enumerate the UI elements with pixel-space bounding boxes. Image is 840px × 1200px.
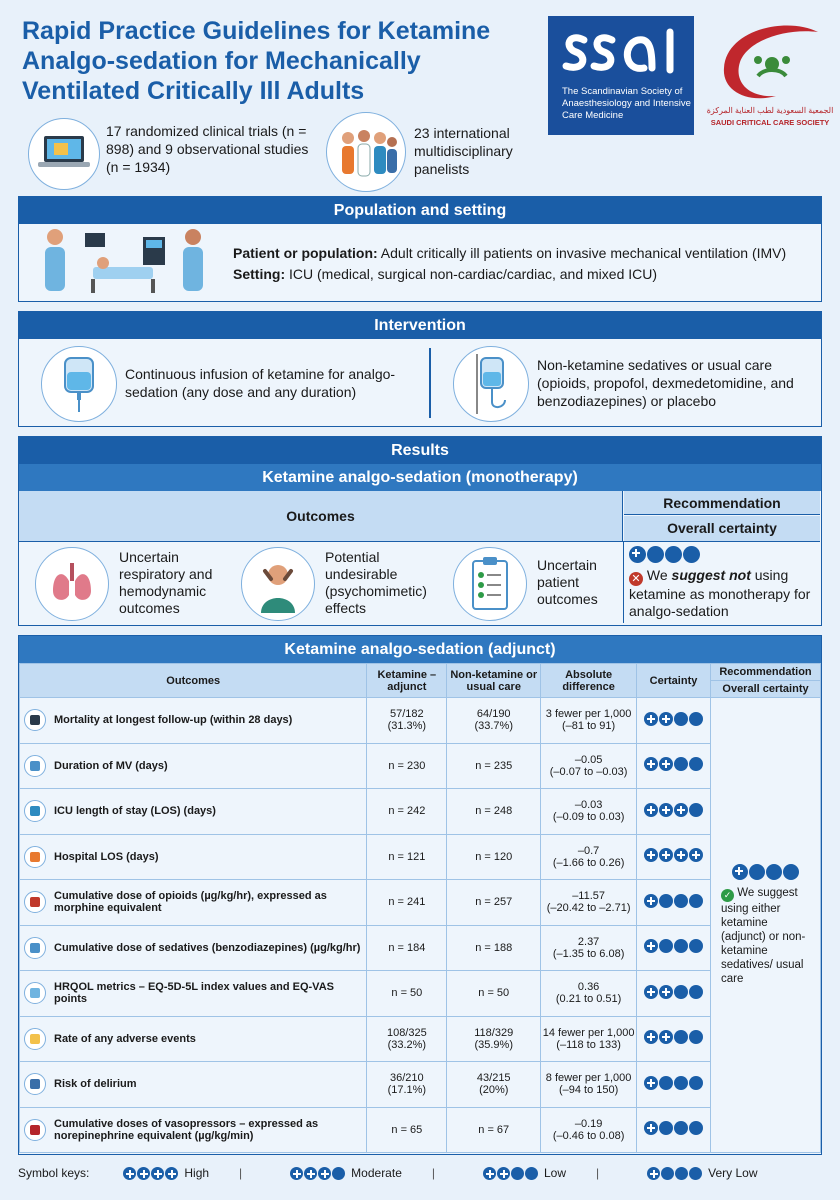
patient-line <box>233 243 813 264</box>
certainty-dot-icon <box>689 712 703 726</box>
certainty-cell <box>637 743 711 789</box>
certainty-cell <box>637 1107 711 1153</box>
mono-outcome-psychomimetic: Potential undesirable (psychomimetic) effects <box>325 549 427 616</box>
certainty-dot-icon <box>661 1167 674 1180</box>
keys-separator: | <box>431 1166 435 1180</box>
patient-text: Adult critically ill patients on invasive mechanical ventilation (IMV) <box>380 245 787 261</box>
certainty-plus-icon <box>659 712 673 726</box>
intervention-ketamine: Continuous infusion of ketamine for analgo-sedation (any dose and any duration) <box>125 366 396 400</box>
panelists-icon <box>326 112 406 192</box>
outcome-cell: Cumulative dose of sedatives (benzodiazepines) (µg/kg/hr) <box>20 925 367 971</box>
outcome-icon <box>24 800 46 822</box>
check-icon: ✓ <box>721 889 734 902</box>
outcome-cell: Duration of MV (days) <box>20 743 367 789</box>
non-ketamine-cell: n = 188 <box>447 925 541 971</box>
certainty-dot-icon <box>689 1121 703 1135</box>
certainty-plus-icon <box>659 1030 673 1044</box>
table-row <box>20 1062 821 1108</box>
clipboard-icon <box>453 547 527 621</box>
iv-drip-icon <box>453 346 529 422</box>
outcome-icon <box>24 1073 46 1095</box>
ssai-name: The Scandinavian Society of Anaesthesiology and Intensive Care Medicine <box>562 86 691 121</box>
certainty-plus-icon <box>123 1167 136 1180</box>
monotherapy-heading: Ketamine analgo-sedation (monotherapy) <box>19 464 821 491</box>
headache-person-icon <box>241 547 315 621</box>
cross-icon: ✕ <box>629 572 643 586</box>
certainty-plus-icon <box>644 1076 658 1090</box>
intervention-heading: Intervention <box>19 312 821 339</box>
outcome-icon <box>24 709 46 731</box>
adjunct-recommendation: ✓ We suggest using either ketamine (adjunct) or non-ketamine sedatives/ usual care <box>711 698 821 1153</box>
non-ketamine-cell: 64/190 (33.7%) <box>447 698 541 744</box>
certainty-dot-icon <box>659 894 673 908</box>
certainty-dot-icon <box>665 546 682 563</box>
scc-name: SAUDI CRITICAL CARE SOCIETY <box>710 118 830 127</box>
certainty-plus-icon <box>304 1167 317 1180</box>
ketamine-cell: n = 242 <box>367 789 447 835</box>
outcome-cell: Rate of any adverse events <box>20 1016 367 1062</box>
trials-stat: 17 randomized clinical trials (n = 898) and 9 observational studies (n = 1934) <box>106 123 309 175</box>
certainty-plus-icon <box>290 1167 303 1180</box>
ketamine-cell: n = 65 <box>367 1107 447 1153</box>
outcome-icon <box>24 937 46 959</box>
population-section <box>18 196 822 302</box>
table-row <box>20 789 821 835</box>
certainty-plus-icon <box>659 848 673 862</box>
certainty-dot-icon <box>689 985 703 999</box>
certainty-plus-icon <box>644 939 658 953</box>
certainty-plus-icon <box>732 864 748 880</box>
certainty-plus-icon <box>483 1167 496 1180</box>
outcome-icon <box>24 1028 46 1050</box>
certainty-dot-icon <box>689 939 703 953</box>
outcome-cell: Hospital LOS (days) <box>20 834 367 880</box>
certainty-dot-icon <box>689 1076 703 1090</box>
scc-logo <box>706 20 836 132</box>
outcome-icon <box>24 891 46 913</box>
col-outcomes: Outcomes <box>20 664 367 698</box>
certainty-plus-icon <box>659 803 673 817</box>
col-overall-certainty: Overall certainty <box>711 681 821 698</box>
certainty-plus-icon <box>318 1167 331 1180</box>
non-ketamine-cell: n = 67 <box>447 1107 541 1153</box>
outcome-cell: Risk of delirium <box>20 1062 367 1108</box>
outcome-cell: Mortality at longest follow-up (within 28 days) <box>20 698 367 744</box>
adjunct-section <box>18 635 822 1155</box>
col-recommendation: Recommendation <box>711 664 821 681</box>
certainty-dot-icon <box>675 1167 688 1180</box>
certainty-dot-icon <box>689 803 703 817</box>
certainty-dot-icon <box>511 1167 524 1180</box>
iv-bag-icon <box>41 346 117 422</box>
difference-cell: 8 fewer per 1,000 (–94 to 150) <box>541 1062 637 1108</box>
difference-cell: 2.37 (–1.35 to 6.08) <box>541 925 637 971</box>
laptop-icon <box>28 118 100 190</box>
ketamine-cell: n = 121 <box>367 834 447 880</box>
certainty-plus-icon <box>151 1167 164 1180</box>
intervention-section <box>18 311 822 427</box>
certainty-plus-icon <box>644 848 658 862</box>
setting-line <box>233 264 813 285</box>
ketamine-cell: n = 184 <box>367 925 447 971</box>
certainty-dot-icon <box>659 939 673 953</box>
certainty-plus-icon <box>497 1167 510 1180</box>
ketamine-cell: n = 50 <box>367 971 447 1017</box>
table-row <box>20 698 821 744</box>
scc-arabic-name: الجمعية السعودية لطب العناية المركزة <box>706 106 834 115</box>
col-non-ketamine: Non-ketamine or usual care <box>447 664 541 698</box>
difference-cell: 0.36 (0.21 to 0.51) <box>541 971 637 1017</box>
certainty-plus-icon <box>644 803 658 817</box>
non-ketamine-cell: n = 257 <box>447 880 541 926</box>
certainty-plus-icon <box>647 1167 660 1180</box>
certainty-dot-icon <box>659 1076 673 1090</box>
mono-outcome-respiratory: Uncertain respiratory and hemodynamic outcomes <box>119 549 213 616</box>
certainty-cell <box>637 834 711 880</box>
table-row <box>20 880 821 926</box>
certainty-dot-icon <box>689 894 703 908</box>
certainty-plus-icon <box>644 894 658 908</box>
col-difference: Absolute difference <box>541 664 637 698</box>
ketamine-cell: 108/325 (33.2%) <box>367 1016 447 1062</box>
intervention-divider <box>429 348 431 418</box>
certainty-dot-icon <box>766 864 782 880</box>
table-row <box>20 1016 821 1062</box>
difference-cell: 3 fewer per 1,000 (–81 to 91) <box>541 698 637 744</box>
certainty-dot-icon <box>647 546 664 563</box>
certainty-cell <box>637 880 711 926</box>
key-item <box>483 1166 566 1180</box>
table-row <box>20 834 821 880</box>
certainty-dot-icon <box>659 1121 673 1135</box>
icu-scene-icon <box>33 227 213 299</box>
certainty-header: Overall certainty <box>624 516 820 541</box>
certainty-cell <box>637 1062 711 1108</box>
outcomes-header: Outcomes <box>19 491 623 541</box>
mono-recommendation: ✕ We suggest not using ketamine as monotherapy for analgo-sedation <box>629 567 811 619</box>
results-heading: Results <box>19 437 821 464</box>
certainty-dot-icon <box>689 1167 702 1180</box>
key-item <box>290 1166 402 1180</box>
ketamine-cell: n = 241 <box>367 880 447 926</box>
outcome-cell: ICU length of stay (LOS) (days) <box>20 789 367 835</box>
difference-cell: –11.57 (–20.42 to –2.71) <box>541 880 637 926</box>
non-ketamine-cell: n = 120 <box>447 834 541 880</box>
certainty-plus-icon <box>644 1121 658 1135</box>
certainty-cell <box>637 789 711 835</box>
ketamine-cell: 36/210 (17.1%) <box>367 1062 447 1108</box>
key-item <box>123 1166 209 1180</box>
certainty-cell <box>637 925 711 971</box>
certainty-dot-icon <box>689 757 703 771</box>
outcome-icon <box>24 982 46 1004</box>
key-item <box>647 1166 757 1180</box>
difference-cell: –0.03 (–0.09 to 0.03) <box>541 789 637 835</box>
certainty-dot-icon <box>674 712 688 726</box>
table-row <box>20 971 821 1017</box>
difference-cell: –0.19 (–0.46 to 0.08) <box>541 1107 637 1153</box>
keys-label: Symbol keys: <box>18 1166 90 1180</box>
key-label: Low <box>544 1166 567 1180</box>
certainty-dot-icon <box>783 864 799 880</box>
certainty-plus-icon <box>629 546 646 563</box>
keys-separator: | <box>239 1166 243 1180</box>
certainty-plus-icon <box>165 1167 178 1180</box>
ssai-wordmark-icon <box>558 26 684 82</box>
non-ketamine-cell: n = 235 <box>447 743 541 789</box>
non-ketamine-cell: 118/329 (35.9%) <box>447 1016 541 1062</box>
outcome-cell: HRQOL metrics – EQ-5D-5L index values and EQ-VAS points <box>20 971 367 1017</box>
certainty-dot-icon <box>674 1121 688 1135</box>
certainty-plus-icon <box>689 848 703 862</box>
keys-separator: | <box>596 1166 600 1180</box>
certainty-plus-icon <box>137 1167 150 1180</box>
certainty-dot-icon <box>689 1030 703 1044</box>
results-section <box>18 436 822 626</box>
certainty-plus-icon <box>659 757 673 771</box>
difference-cell: –0.05 (–0.07 to –0.03) <box>541 743 637 789</box>
ketamine-cell: n = 230 <box>367 743 447 789</box>
mono-outcome-patient: Uncertain patient outcomes <box>537 557 598 607</box>
outcome-icon <box>24 1119 46 1141</box>
symbol-keys <box>18 1163 822 1183</box>
certainty-dot-icon <box>332 1167 345 1180</box>
certainty-plus-icon <box>644 1030 658 1044</box>
key-label: Moderate <box>351 1166 402 1180</box>
population-heading: Population and setting <box>19 197 821 224</box>
certainty-plus-icon <box>644 985 658 999</box>
certainty-dot-icon <box>674 757 688 771</box>
lungs-icon <box>35 547 109 621</box>
outcome-cell: Cumulative doses of vasopressors – expressed as norepinephrine equivalent (µg/kg/min) <box>20 1107 367 1153</box>
ssai-logo <box>548 16 694 135</box>
difference-cell: –0.7 (–1.66 to 0.26) <box>541 834 637 880</box>
key-label: High <box>184 1166 210 1180</box>
outcome-icon <box>24 846 46 868</box>
certainty-cell <box>637 971 711 1017</box>
panel-stat: 23 international multidisciplinary panelists <box>414 125 513 177</box>
ketamine-cell: 57/182 (31.3%) <box>367 698 447 744</box>
certainty-plus-icon <box>674 848 688 862</box>
table-row <box>20 1107 821 1153</box>
intervention-comparator: Non-ketamine sedatives or usual care (opioids, propofol, dexmedetomidine, and benzodiazepines) or placebo <box>537 357 794 409</box>
certainty-cell <box>637 1016 711 1062</box>
certainty-dot-icon <box>674 1030 688 1044</box>
certainty-dot-icon <box>525 1167 538 1180</box>
table-row <box>20 925 821 971</box>
setting-text: ICU (medical, surgical non-cardiac/cardiac, and mixed ICU) <box>289 266 658 282</box>
adjunct-table <box>19 663 821 1153</box>
col-ketamine: Ketamine – adjunct <box>367 664 447 698</box>
certainty-plus-icon <box>659 985 673 999</box>
mono-certainty-very-low <box>629 546 700 563</box>
outcome-cell: Cumulative dose of opioids (µg/kg/hr), expressed as morphine equivalent <box>20 880 367 926</box>
non-ketamine-cell: 43/215 (20%) <box>447 1062 541 1108</box>
difference-cell: 14 fewer per 1,000 (–118 to 133) <box>541 1016 637 1062</box>
certainty-dot-icon <box>674 939 688 953</box>
certainty-plus-icon <box>644 712 658 726</box>
key-label: Very Low <box>708 1166 758 1180</box>
non-ketamine-cell: n = 50 <box>447 971 541 1017</box>
col-certainty: Certainty <box>637 664 711 698</box>
table-row <box>20 743 821 789</box>
certainty-dot-icon <box>749 864 765 880</box>
certainty-plus-icon <box>644 757 658 771</box>
certainty-dot-icon <box>674 985 688 999</box>
page-title: Rapid Practice Guidelines for Ketamine Analgo-sedation for Mechanically Ventilated Critically Ill Adults <box>22 17 491 105</box>
recommendation-header: Recommendation <box>624 491 820 515</box>
certainty-dot-icon <box>674 894 688 908</box>
certainty-cell <box>637 698 711 744</box>
patient-label: Patient or population: <box>233 245 378 261</box>
certainty-dot-icon <box>683 546 700 563</box>
setting-label: Setting: <box>233 266 286 282</box>
scc-crescent-icon <box>706 20 834 104</box>
certainty-dot-icon <box>674 1076 688 1090</box>
certainty-plus-icon <box>674 803 688 817</box>
non-ketamine-cell: n = 248 <box>447 789 541 835</box>
outcome-icon <box>24 755 46 777</box>
adjunct-heading: Ketamine analgo-sedation (adjunct) <box>19 636 821 663</box>
